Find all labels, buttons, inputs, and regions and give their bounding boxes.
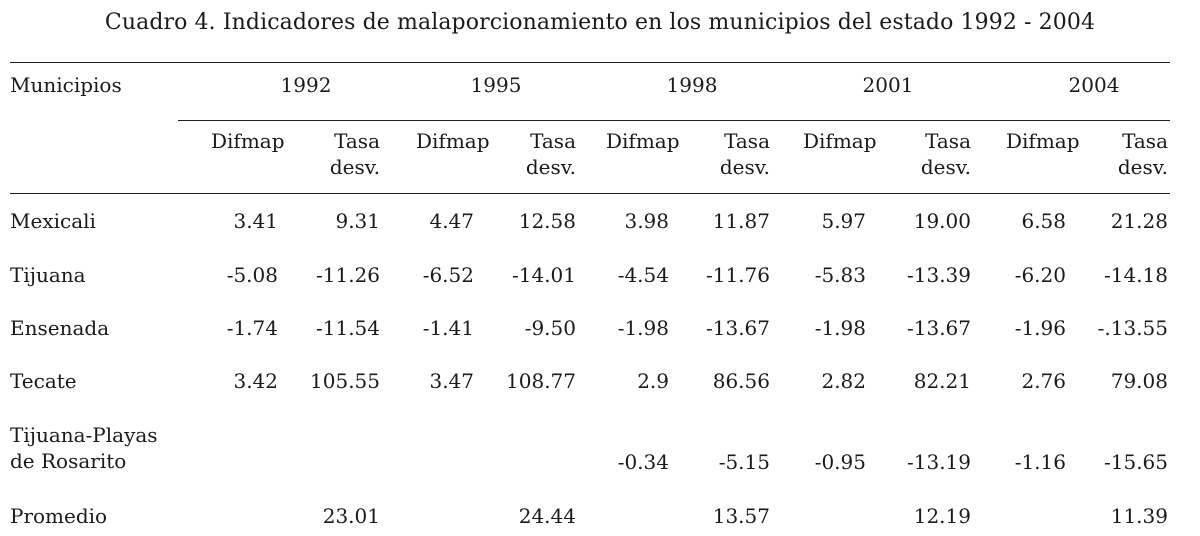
year-header-2004: 2004 (1068, 73, 1120, 97)
row-name-line2: de Rosarito (10, 449, 127, 473)
cell-difmap: -0.34 (617, 450, 669, 474)
cell-tasa-desv: 13.57 (712, 504, 770, 528)
subheader-difmap: Difmap (416, 129, 490, 153)
year-header-1995: 1995 (470, 73, 522, 97)
cell-difmap: -5.83 (814, 263, 866, 287)
row-name-line1: Tijuana (10, 263, 86, 287)
subheader-tasa-line2: desv. (525, 155, 576, 179)
row-municipio-name (10, 315, 109, 341)
cell-tasa-desv: -14.01 (511, 263, 576, 287)
cell-difmap: -0.95 (814, 450, 866, 474)
subheader-tasa-line2: desv. (920, 155, 971, 179)
row-municipio-name (10, 208, 96, 234)
cell-difmap: -6.20 (1014, 263, 1066, 287)
subheader-tasa-line1: Tasa (334, 129, 380, 153)
cell-tasa-desv: 24.44 (518, 504, 576, 528)
cell-tasa-desv: 12.58 (518, 209, 576, 233)
cell-tasa-desv: -11.26 (315, 263, 380, 287)
cell-tasa-desv: 105.55 (310, 369, 380, 393)
row-municipio-name (10, 422, 158, 474)
cell-tasa-desv: 86.56 (712, 369, 770, 393)
cell-tasa-desv: 12.19 (913, 504, 971, 528)
cell-difmap: 3.98 (624, 209, 669, 233)
subheader-difmap: Difmap (803, 129, 877, 153)
cell-difmap: 5.97 (821, 209, 866, 233)
row-municipio-name (10, 368, 77, 394)
subheader-difmap: Difmap (1006, 129, 1080, 153)
cell-difmap: 2.82 (821, 369, 866, 393)
row-name-line1: Mexicali (10, 209, 96, 233)
cell-difmap: -1.98 (617, 316, 669, 340)
row-municipio-name (10, 262, 86, 288)
cell-difmap: 3.42 (233, 369, 278, 393)
cell-tasa-desv: 19.00 (913, 209, 971, 233)
cell-tasa-desv: 79.08 (1110, 369, 1168, 393)
cell-difmap: 3.47 (429, 369, 474, 393)
cell-tasa-desv: -14.18 (1103, 263, 1168, 287)
cell-difmap: -6.52 (422, 263, 474, 287)
cell-tasa-desv: -5.15 (718, 450, 770, 474)
cell-difmap: -1.16 (1014, 450, 1066, 474)
subheader-tasa-desv (690, 128, 770, 180)
cell-tasa-desv: 11.87 (712, 209, 770, 233)
row-header-label: Municipios (10, 73, 122, 97)
cell-tasa-desv: 11.39 (1110, 504, 1168, 528)
header-rule (10, 193, 1170, 194)
cell-tasa-desv: -13.19 (906, 450, 971, 474)
cell-tasa-desv: 108.77 (506, 369, 576, 393)
table-caption: Cuadro 4. Indicadores de malaporcionamiento en los municipios del estado 1992 - 2004 (104, 10, 1096, 35)
subheader-tasa-desv (300, 128, 380, 180)
subheader-difmap: Difmap (606, 129, 680, 153)
cell-difmap: 3.41 (233, 209, 278, 233)
cell-tasa-desv: 21.28 (1110, 209, 1168, 233)
cell-tasa-desv: -9.50 (524, 316, 576, 340)
row-name-line1: Promedio (10, 504, 108, 528)
cell-difmap: -1.41 (422, 316, 474, 340)
subheader-tasa-desv (496, 128, 576, 180)
subheader-tasa-line1: Tasa (925, 129, 971, 153)
year-header-1992: 1992 (280, 73, 332, 97)
subheader-tasa-desv (1088, 128, 1168, 180)
subheader-tasa-line1: Tasa (1122, 129, 1168, 153)
cell-tasa-desv: 9.31 (335, 209, 380, 233)
subheader-tasa-line1: Tasa (724, 129, 770, 153)
top-rule (10, 62, 1170, 63)
cell-tasa-desv: -11.76 (705, 263, 770, 287)
subheader-tasa-desv (891, 128, 971, 180)
row-municipio-name (10, 503, 107, 529)
cell-difmap: -4.54 (617, 263, 669, 287)
row-name-line1: Tecate (10, 369, 77, 393)
cell-difmap: -1.74 (226, 316, 278, 340)
subheader-tasa-line1: Tasa (530, 129, 576, 153)
subheader-tasa-line2: desv. (1117, 155, 1168, 179)
cell-tasa-desv: -13.67 (906, 316, 971, 340)
year-header-1998: 1998 (666, 73, 718, 97)
subheader-tasa-line2: desv. (719, 155, 770, 179)
subheader-tasa-line2: desv. (329, 155, 380, 179)
cell-difmap: -5.08 (226, 263, 278, 287)
cell-tasa-desv: -15.65 (1103, 450, 1168, 474)
cell-tasa-desv: -.13.55 (1097, 316, 1168, 340)
cell-tasa-desv: -13.67 (705, 316, 770, 340)
subheader-difmap: Difmap (211, 129, 285, 153)
year-header-2001: 2001 (862, 73, 914, 97)
cell-difmap: -1.96 (1014, 316, 1066, 340)
cell-tasa-desv: -13.39 (906, 263, 971, 287)
cell-difmap: -1.98 (814, 316, 866, 340)
cell-difmap: 2.9 (637, 369, 669, 393)
year-rule (178, 120, 1170, 121)
cell-difmap: 6.58 (1021, 209, 1066, 233)
cell-difmap: 4.47 (429, 209, 474, 233)
cell-tasa-desv: 82.21 (913, 369, 971, 393)
cell-difmap: 2.76 (1021, 369, 1066, 393)
row-name-line1: Ensenada (10, 316, 110, 340)
cell-tasa-desv: -11.54 (315, 316, 380, 340)
cell-tasa-desv: 23.01 (322, 504, 380, 528)
row-name-line1: Tijuana-Playas (10, 423, 158, 447)
